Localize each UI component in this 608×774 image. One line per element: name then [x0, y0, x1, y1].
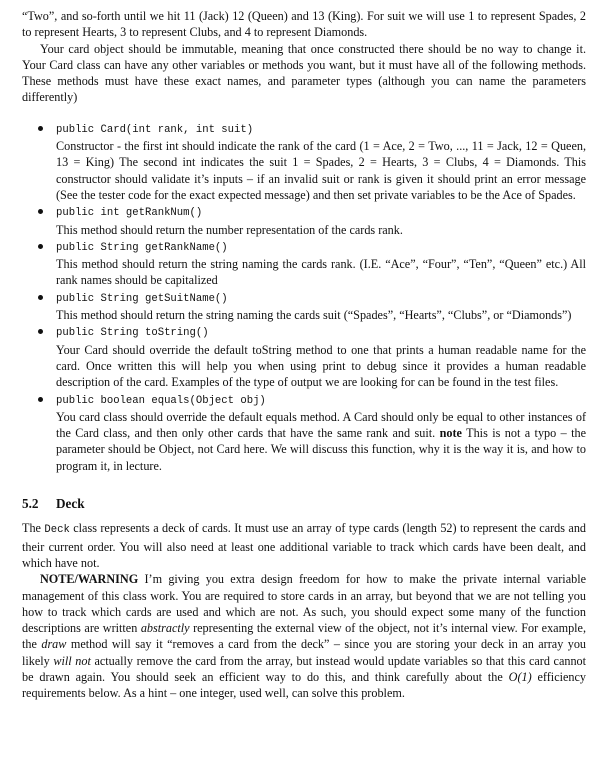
deck-text: efficiency requirements below. As a hint – one integer, used well, can solve this problem.: [22, 669, 586, 701]
method-description: This method should return the number representation of the cards rank.: [56, 222, 403, 237]
document-page: [22, 8, 586, 702]
method-description: This method should return the string naming the cards rank. (I.E. “Ace”, “Four”, “Ten”, “Queen” etc.) All rank names should be capitalized: [56, 257, 586, 288]
note-text: This is not a typo – the parameter should be Object, not Card here. We will discuss this function, why it is the way it is, and how to program it, in lecture.: [56, 426, 587, 473]
method-description: You card class should override the default equals method. A Card should only be equal to other instances of the Card class, and then only other cards that have the same rank and suit.: [56, 409, 586, 441]
note-label: note: [439, 426, 462, 441]
deck-code: Deck: [44, 524, 70, 537]
bullet-icon: [38, 397, 43, 402]
method-item-constructor: [56, 120, 586, 203]
method-item-getrankname: [56, 238, 586, 289]
deck-text: I’m giving you extra design freedom for how to make the private internal variable management of this class work. You are required to store cards in an array, but beyond that we are not telling you how to track which cards are used and which are not. As such, you should expect some many of the function descriptions are written: [22, 572, 586, 636]
deck-paragraph-2: [22, 571, 586, 701]
bullet-icon: [38, 126, 43, 131]
method-signature: public boolean equals(Object obj): [56, 394, 266, 407]
emphasis-text: will not: [53, 653, 91, 668]
section-number: 5.2: [22, 496, 39, 512]
deck-text: representing the external view of the object, not it’s internal view. For example, the: [22, 621, 587, 652]
intro-paragraph-1: “Two”, and so-forth until we hit 11 (Jack) 12 (Queen) and 13 (King). For suit we will use 1 to represent Spades, 2 to represent Hearts, 3 to represent Clubs, and 4 to represent Diamonds.: [22, 9, 586, 40]
deck-text: actually remove the card from the array, but instead would update variables so that this card cannot be drawn again. You should seek an efficient way to do this, and think carefully about the: [22, 653, 587, 684]
warning-label: NOTE/WARNING: [40, 572, 139, 587]
method-item-tostring: [56, 323, 586, 390]
bullet-icon: [38, 244, 43, 249]
method-description: This method should return the string naming the cards suit (“Spades”, “Hearts”, “Clubs”, or “Diamonds”): [56, 308, 572, 323]
deck-text: The: [22, 521, 41, 536]
method-item-getsuitname: [56, 289, 586, 324]
section-heading: [22, 496, 586, 512]
deck-text: class represents a deck of cards. It must use an array of type cards (length 52) to represent the cards and their current order. You will also need at least one additional variable to track which cards have been dealt, and which have not.: [22, 521, 587, 570]
method-signature: public String toString(): [56, 327, 209, 340]
method-signature: public String getRankName(): [56, 241, 228, 254]
method-item-equals: [56, 391, 586, 474]
method-item-getranknum: [56, 203, 586, 238]
intro-paragraph-2: Your card object should be immutable, meaning that once constructed there should be no way to change it. Your Card class can have any other variables or methods you want, but it must have all of the following methods. These methods must have these exact names, and parameter types (although you can name the parameters differently): [22, 41, 586, 105]
deck-paragraph-1: [22, 520, 586, 571]
section-title: Deck: [56, 496, 85, 512]
method-description: Constructor - the first int should indicate the rank of the card (1 = Ace, 2 = Two, ..., 11 = Jack, 12 = Queen, 13 = King) The second int indicates the suit 1 = Spades, 2 = Hearts, 3 = Clubs, 4 = Diamonds. This constructor should validate it’s inputs – if an invalid suit or rank is given it should print an error message (See the tester code for the exact expected message) and then set private variables to be the Ace of Spades.: [56, 139, 586, 202]
method-list: [22, 120, 586, 474]
deck-text: method will say it “removes a card from the deck” – since you are storing your deck in an array you likely: [22, 637, 587, 668]
method-signature: public String getSuitName(): [56, 292, 228, 305]
emphasis-text: abstractly: [140, 621, 190, 636]
emphasis-text: draw: [41, 637, 67, 652]
bullet-icon: [38, 329, 43, 334]
math-text: O(1): [508, 669, 532, 684]
method-signature: public Card(int rank, int suit): [56, 123, 254, 136]
method-description: Your Card should override the default toString method to one that prints a human readable name for the card. Once written this will help you when using print to debug since it provides a human readable description of the card. Examples of the type of output we are looking for can be found in the test files.: [56, 342, 586, 390]
bullet-icon: [38, 295, 43, 300]
bullet-icon: [38, 209, 43, 214]
method-signature: public int getRankNum(): [56, 207, 203, 220]
